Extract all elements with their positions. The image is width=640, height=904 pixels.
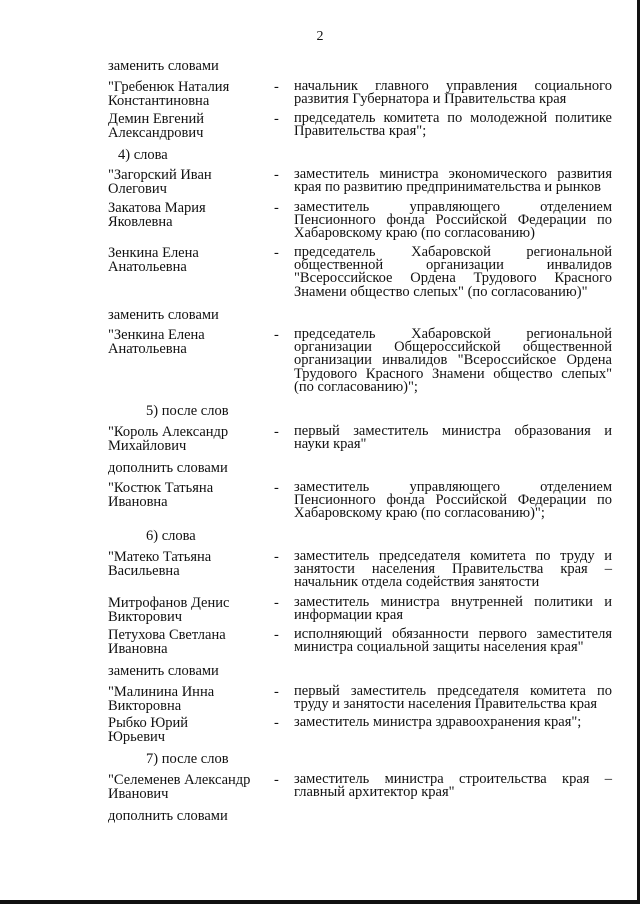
person-position: заместитель управляющего отделением Пенсионного фонда Российской Федерации по Хабаровскому краю (по согласованию) [294,199,612,242]
person-position: первый заместитель председателя комитета по труду и занятости населения Правительства края [294,683,612,713]
section-label: заменить словами [108,663,219,679]
dash: - [274,167,279,183]
person-name: Рыбко Юрий Юрьевич [108,715,189,745]
person-position: председатель комитета по молодежной политике Правительства края"; [294,110,612,140]
person-name: "Зенкина Елена Анатольевна [108,327,205,357]
person-name: Петухова Светлана Ивановна [108,627,226,657]
dash: - [274,200,279,216]
section-label: заменить словами [108,307,219,323]
dash: - [274,245,279,261]
page-number: 2 [316,29,324,44]
person-position: председатель Хабаровской региональной организации Общероссийской общественной организации инвалидов "Всероссийское Ордена Трудового Красного Знамени общество слепых" (по согласованию)"; [294,326,612,395]
person-name: Зенкина Елена Анатольевна [108,245,199,275]
dash: - [274,111,279,127]
person-position: заместитель управляющего отделением Пенсионного фонда Российской Федерации по Хабаровскому краю (по согласованию)"; [294,479,612,522]
person-position: заместитель министра внутренней политики и информации края [294,594,612,624]
section-label: 6) слова [146,528,196,544]
person-position: исполняющий обязанности первого заместителя министра социальной защиты населения края" [294,626,612,656]
dash: - [274,627,279,643]
section-label: заменить словами [108,58,219,74]
dash: - [274,715,279,731]
person-position: заместитель министра здравоохранения края"; [294,714,582,730]
section-label: 7) после слов [146,751,229,767]
dash: - [274,327,279,343]
person-position: заместитель министра строительства края – главный архитектор края" [294,771,612,801]
person-name: "Загорский Иван Олегович [108,167,212,197]
dash: - [274,549,279,565]
dash: - [274,424,279,440]
person-name: "Селеменев Александр Иванович [108,772,251,802]
person-name: "Гребенюк Наталия Константиновна [108,79,230,109]
dash: - [274,480,279,496]
person-name: "Костюк Татьяна Ивановна [108,480,214,510]
section-label: дополнить словами [108,808,228,824]
person-name: "Матеко Татьяна Васильевна [108,549,212,579]
dash: - [274,79,279,95]
person-position: председатель Хабаровской региональной общественной организации инвалидов "Всероссийское Ордена Трудового Красного Знамени общество слепых" (по согласованию)" [294,244,612,300]
person-name: Закатова Мария Яковлевна [108,200,206,230]
dash: - [274,684,279,700]
section-label: дополнить словами [108,460,228,476]
section-label: 4) слова [118,147,168,163]
person-position: заместитель министра экономического развития края по развитию предпринимательства и рынков [294,166,612,196]
person-name: Митрофанов Денис Викторович [108,595,230,625]
person-position: заместитель председателя комитета по труду и занятости населения Правительства края – начальник отдела содействия занятости [294,548,612,591]
person-name: "Малинина Инна Викторовна [108,684,215,714]
dash: - [274,772,279,788]
person-position: начальник главного управления социального развития Губернатора и Правительства края [294,78,612,108]
dash: - [274,595,279,611]
person-position: первый заместитель министра образования и науки края" [294,423,612,453]
scan-edge-bottom [0,900,640,904]
person-name: "Король Александр Михайлович [108,424,229,454]
person-name: Демин Евгений Александрович [108,111,204,141]
section-label: 5) после слов [146,403,229,419]
